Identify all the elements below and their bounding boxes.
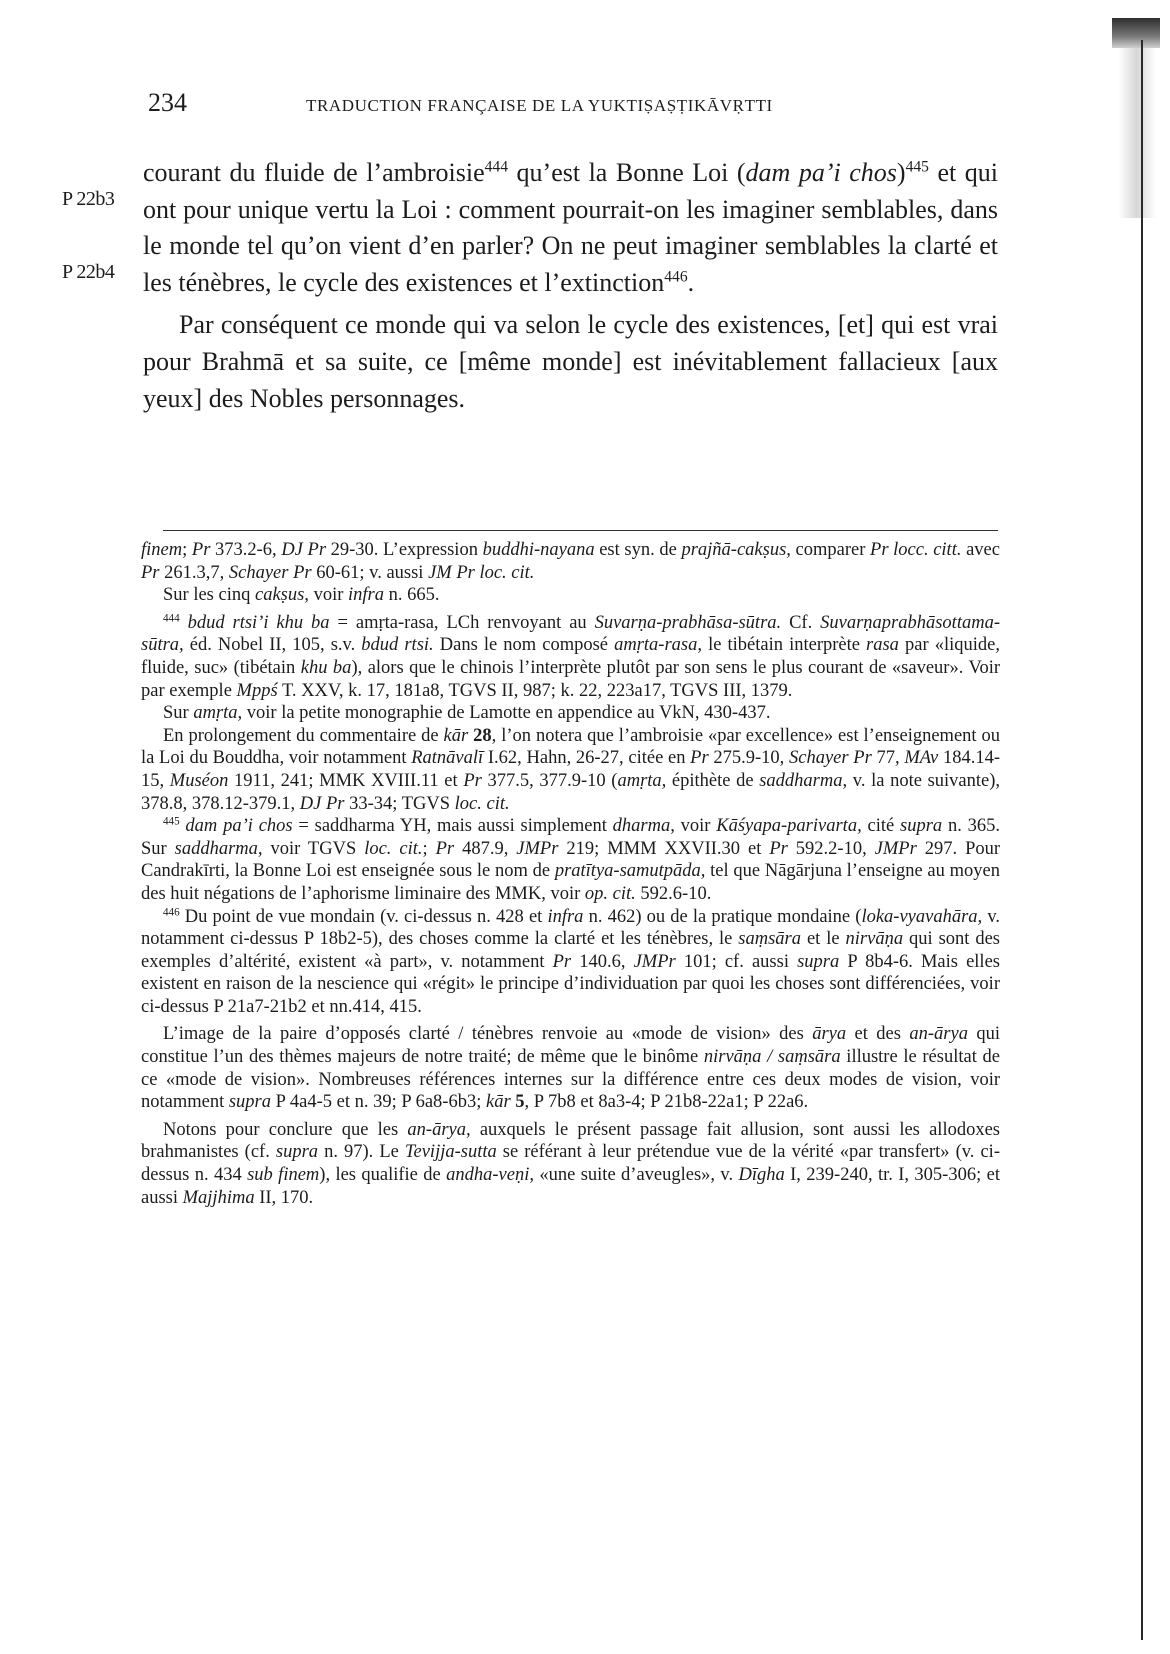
footnote-ref-444: 444 bbox=[484, 158, 509, 176]
binding-shadow-gradient bbox=[1118, 48, 1156, 218]
margin-ref-p22b4: P 22b4 bbox=[62, 261, 115, 283]
footnote-444-prolongement: En prolongement du commentaire de kār 28, l’on notera que l’ambroisie «par excellence» est l’enseignement ou la Loi du Bouddha, voir notamment Ratnāvalī I.62, Hahn, 26-27, citée en Pr 275.9-10, Schayer Pr 77, MAv 184.14-15, Muséon 1911, 241; MMK XVIII.11 et Pr 377.5, 377.9-10 (amṛta, épithète de saddharma, v. la note suivante), 378.8, 378.12-379.1, DJ Pr 33-34; TGVS loc. cit. bbox=[141, 725, 1001, 814]
margin-ref-p22b3: P 22b3 bbox=[62, 188, 115, 210]
footnote-446-conclusion: Notons pour conclure que les an-ārya, auxquels le présent passage fait allusion, sont aussi les allodoxes brahmanistes (cf. supra n. 97). Le Tevijja-sutta se référant à leur prétendue vue de la vérité «par transfert» (v. ci-dessus n. 434 sub finem), les qualifie de andha-veṇi, «une suite d’aveugles», v. Dīgha I, 239-240, tr. I, 305-306; et aussi Majjhima II, 170. bbox=[141, 1119, 1001, 1208]
binding-line bbox=[1141, 40, 1143, 1640]
scan-binding-edge bbox=[1108, 0, 1170, 1654]
footnote-continuation-2: Sur les cinq cakṣus, voir infra n. 665. bbox=[163, 585, 440, 606]
main-paragraph-1: courant du fluide de l’ambroisie$^{444}$ qu’est la Bonne Loi (dam pa’i chos)$^{445}$ et qui ont pour unique vertu la Loi : comment pourrait-on les imaginer semblables, dans le monde tel qu’on vient d’en parler? On ne peut imaginer semblables la clarté et les ténèbres, le cycle des existences et l’extinction$^{446}$. bbox=[143, 158, 998, 297]
running-title: TRADUCTION FRANÇAISE DE LA YUKTIṢAṢṬIKĀVṚTTI bbox=[306, 96, 773, 115]
main-paragraph-2: Par conséquent ce monde qui va selon le cycle des existences, [et] qui est vrai pour Brahmā et sa suite, ce [même monde] est inévitablement fallacieux [aux yeux] des Nobles personnages. bbox=[143, 310, 998, 413]
footnote-continuation: finem; Pr 373.2-6, DJ Pr 29-30. L’expression buddhi-nayana est syn. de prajñā-cakṣus, comparer Pr locc. citt. avec Pr 261.3,7, Schayer Pr 60-61; v. aussi JM Pr loc. cit. bbox=[141, 540, 1000, 583]
footnote-445: $^{445}$ dam pa’i chos = saddharma YH, mais aussi simplement dharma, voir Kāśyapa-parivarta, cité supra n. 365. Sur saddharma, voir TGVS loc. cit.; Pr 487.9, JMPr 219; MMM XXVII.30 et Pr 592.2-10, JMPr 297. Pour Candrakīrti, la Bonne Loi est enseignée sous le nom de pratītya-samutpāda, tel que Nāgārjuna l’enseigne au moyen des huit négations de l’aphorisme liminaire des MMK, voir op. cit. 592.6-10. bbox=[141, 815, 1001, 904]
main-text bbox=[143, 155, 998, 417]
footnote-separator bbox=[163, 530, 998, 531]
footnote-ref-445: 445 bbox=[905, 158, 929, 176]
footnote-446: $^{446}$ Du point de vue mondain (v. ci-dessus n. 428 et infra n. 462) ou de la pratique mondaine (loka-vyavahāra, v. notamment ci-dessus P 18b2-5), des choses comme la clarté et les ténèbres, le saṃsāra et le nirvāṇa qui sont des exemples d’altérité, existent «à part», v. notamment Pr 140.6, JMPr 101; cf. aussi supra P 8b4-6. Mais elles existent en raison de la nescience qui «régit» le principe d’individuation par quoi les choses sont différenciées, voir ci-dessus P 21a7-21b2 et nn.414, 415. bbox=[141, 905, 1001, 1017]
page-number: 234 bbox=[148, 88, 187, 117]
footnote-444-amrta: Sur amṛta, voir la petite monographie de Lamotte en appendice au VkN, 430-437. bbox=[163, 703, 771, 724]
footnote-444: $^{444}$ bdud rtsi’i khu ba = amṛta-rasa, LCh renvoyant au Suvarṇa-prabhāsa-sūtra. Cf. Suvarṇaprabhāsottama-sūtra, éd. Nobel II, 105, s.v. bdud rtsi. Dans le nom composé amṛta-rasa, le tibétain interprète rasa par «liquide, fluide, suc» (tibétain khu ba), alors que le chinois l’interprète plutôt par son sens le plus courant de «saveur». Voir par exemple Mppś T. XXV, k. 17, 181a8, TGVS II, 987; k. 22, 223a17, TGVS III, 1379. bbox=[141, 612, 1000, 701]
footnote-446-image: L’image de la paire d’opposés clarté / ténèbres renvoie au «mode de vision» des ārya et des an-ārya qui constitue l’un des thèmes majeurs de notre traité; de même que le binôme nirvāṇa / saṃsāra illustre le résultat de ce «mode de vision». Nombreuses références internes sur la différence entre ces deux modes de vision, voir notamment supra P 4a4-5 et n. 39; P 6a8-6b3; kār 5, P 7b8 et 8a3-4; P 21b8-22a1; P 22a6. bbox=[141, 1024, 1001, 1113]
footnote-ref-446: 446 bbox=[664, 268, 688, 286]
footnotes bbox=[141, 539, 1000, 1214]
binding-shadow-top bbox=[1112, 18, 1160, 48]
